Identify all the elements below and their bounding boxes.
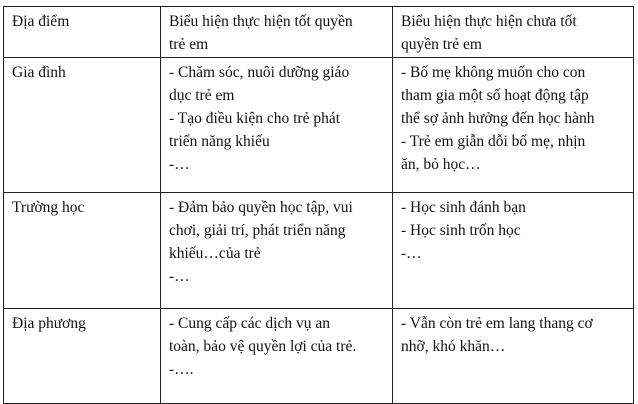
cell-line: Địa phương [12, 315, 86, 332]
cell-line: tham gia một số hoạt động tập [401, 87, 589, 104]
cell-line: triển năng khiếu [169, 133, 270, 150]
cell-line: trẻ em [169, 36, 209, 53]
cell-line: nhỡ, khó khăn… [401, 338, 506, 355]
cell-line: -… [401, 245, 422, 262]
cell-line: dục trẻ em [169, 87, 235, 104]
cell-line: - Tạo điều kiện cho trẻ phát [169, 110, 341, 127]
cell-good [161, 193, 393, 309]
cell-bad [393, 193, 634, 309]
cell-place [4, 58, 161, 193]
cell-line: - Trẻ em giẫn dỗi bố mẹ, nhịn [401, 133, 586, 150]
header-place [4, 7, 161, 58]
cell-line: khiếu…của trẻ [169, 245, 261, 262]
cell-line: Biểu hiện thực hiện tốt quyền [169, 13, 353, 30]
cell-line: Gia đình [12, 64, 66, 81]
cell-line: -… [169, 268, 190, 285]
cell-good [161, 58, 393, 193]
cell-line: - Chăm sóc, nuôi dưỡng giáo [169, 64, 350, 81]
cell-place [4, 193, 161, 309]
cell-good [161, 309, 393, 404]
table-row [4, 58, 634, 193]
cell-line: - Học sinh đánh bạn [401, 199, 526, 216]
cell-line: thể sợ ảnh hưởng đến học hành [401, 110, 595, 127]
cell-line: - Bố mẹ không muốn cho con [401, 64, 586, 81]
cell-line: toàn, bảo vệ quyền lợi của trẻ. [169, 338, 357, 355]
cell-line: Biểu hiện thực hiện chưa tốt [401, 13, 577, 30]
cell-line: -… [169, 156, 190, 173]
cell-line: quyền trẻ em [401, 36, 482, 53]
cell-line: - Vẫn còn trẻ em lang thang cơ [401, 315, 593, 332]
cell-line: - Đảm bảo quyền học tập, vui [169, 199, 353, 216]
cell-place [4, 309, 161, 404]
cell-line: ăn, bỏ học… [401, 156, 481, 173]
cell-line: chơi, giải trí, phát triển năng [169, 222, 346, 239]
header-row [4, 7, 634, 58]
cell-line: - Học sinh trốn học [401, 222, 521, 239]
table-row [4, 193, 634, 309]
header-good [161, 7, 393, 58]
header-bad [393, 7, 634, 58]
table-row [4, 309, 634, 404]
rights-table [3, 6, 634, 404]
cell-line: -…. [169, 361, 194, 378]
cell-line: - Cung cấp các dịch vụ an [169, 315, 330, 332]
cell-line: Trường học [12, 199, 85, 216]
cell-bad [393, 58, 634, 193]
cell-line: Địa điểm [12, 13, 70, 30]
cell-bad [393, 309, 634, 404]
